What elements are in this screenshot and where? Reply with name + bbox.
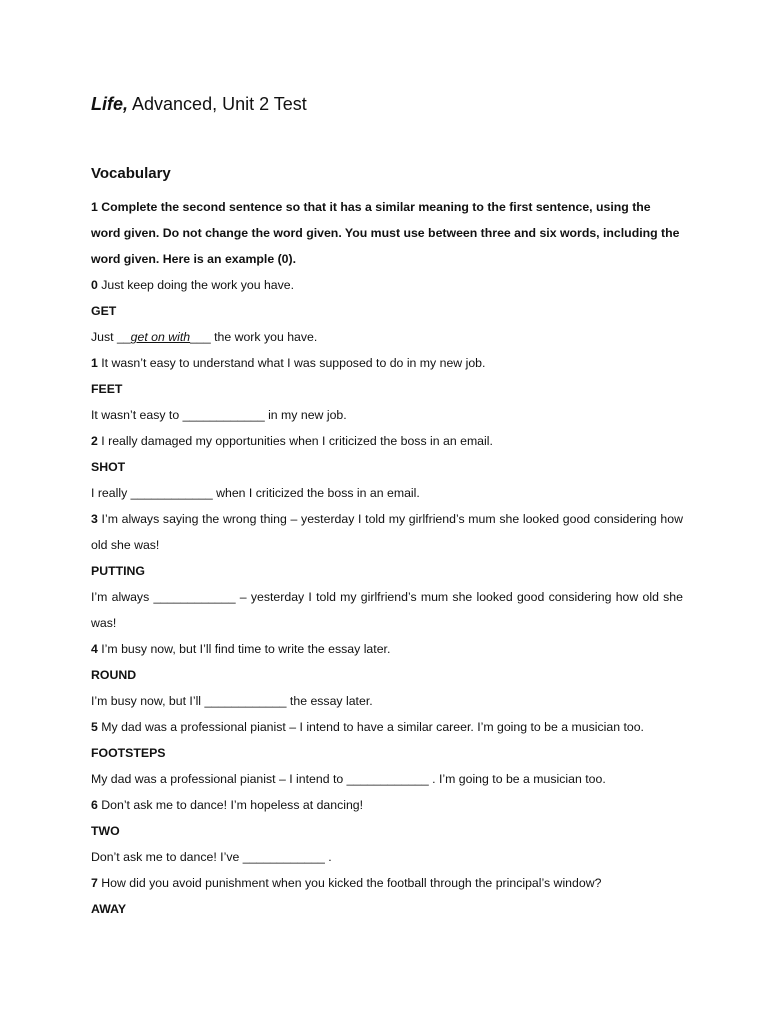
item-number: 4	[91, 642, 98, 656]
item-gapped-sentence: I’m always ____________ – yesterday I told my girlfriend’s mum she looked good considering how old she was!	[91, 590, 683, 630]
item-keyword: FEET	[91, 382, 123, 396]
example-keyword: GET	[91, 304, 117, 318]
item-keyword: AWAY	[91, 902, 127, 916]
item-sentence	[91, 506, 683, 558]
item-keyword: TWO	[91, 824, 120, 838]
item-sentence	[91, 636, 683, 662]
sentence-text: I’m busy now, but I’ll find time to write the essay later.	[97, 642, 391, 656]
answer-suffix: ___ the work you have.	[190, 330, 318, 344]
item-number: 2	[91, 434, 98, 448]
document-title	[91, 94, 307, 115]
item-keyword: FOOTSTEPS	[91, 746, 166, 760]
title-italic: Life,	[91, 94, 129, 114]
item-sentence	[91, 792, 683, 818]
sentence-text: Don’t ask me to dance! I’m hopeless at dancing!	[97, 798, 364, 812]
example-sentence	[91, 272, 683, 298]
item-number: 7	[91, 876, 98, 890]
item-gapped-sentence: My dad was a professional pianist – I intend to ____________ . I’m going to be a musician too.	[91, 772, 606, 786]
item-number: 5	[91, 720, 98, 734]
sentence-text: It wasn’t easy to understand what I was supposed to do in my new job.	[97, 356, 486, 370]
item-number: 1	[91, 356, 98, 370]
example-answer: get on with	[130, 330, 191, 344]
item-number: 6	[91, 798, 98, 812]
item-sentence	[91, 714, 683, 740]
item-sentence	[91, 428, 683, 454]
item-keyword: SHOT	[91, 460, 126, 474]
title-rest: Advanced, Unit 2 Test	[128, 94, 307, 114]
item-gapped-sentence: I really ____________ when I criticized the boss in an email.	[91, 486, 420, 500]
item-sentence	[91, 350, 683, 376]
sentence-text: My dad was a professional pianist – I intend to have a similar career. I’m going to be a musician too.	[97, 720, 644, 734]
sentence-text: I’m always saying the wrong thing – yesterday I told my girlfriend’s mum she looked good considering how old she was!	[91, 512, 683, 552]
item-sentence	[91, 870, 683, 896]
item-keyword: ROUND	[91, 668, 137, 682]
item-gapped-sentence: It wasn’t easy to ____________ in my new job.	[91, 408, 347, 422]
item-gapped-sentence: Don’t ask me to dance! I’ve ____________ .	[91, 850, 332, 864]
item-number: 0	[91, 278, 98, 292]
item-number: 3	[91, 512, 98, 526]
sentence-text: How did you avoid punishment when you kicked the football through the principal’s window?	[97, 876, 602, 890]
section-heading: Vocabulary	[91, 165, 171, 182]
answer-prefix: Just __	[91, 330, 131, 344]
item-gapped-sentence: I’m busy now, but I’ll ____________ the essay later.	[91, 694, 373, 708]
item-keyword: PUTTING	[91, 564, 145, 578]
exercise-body	[91, 272, 683, 922]
example-answer-line	[91, 324, 683, 350]
exercise-instructions: 1 Complete the second sentence so that it has a similar meaning to the first sentence, using the word given. Do not change the word given. You must use between three and six words, including the word given. Here is an example (0).	[91, 200, 680, 266]
sentence-text: Just keep doing the work you have.	[97, 278, 295, 292]
sentence-text: I really damaged my opportunities when I criticized the boss in an email.	[97, 434, 493, 448]
